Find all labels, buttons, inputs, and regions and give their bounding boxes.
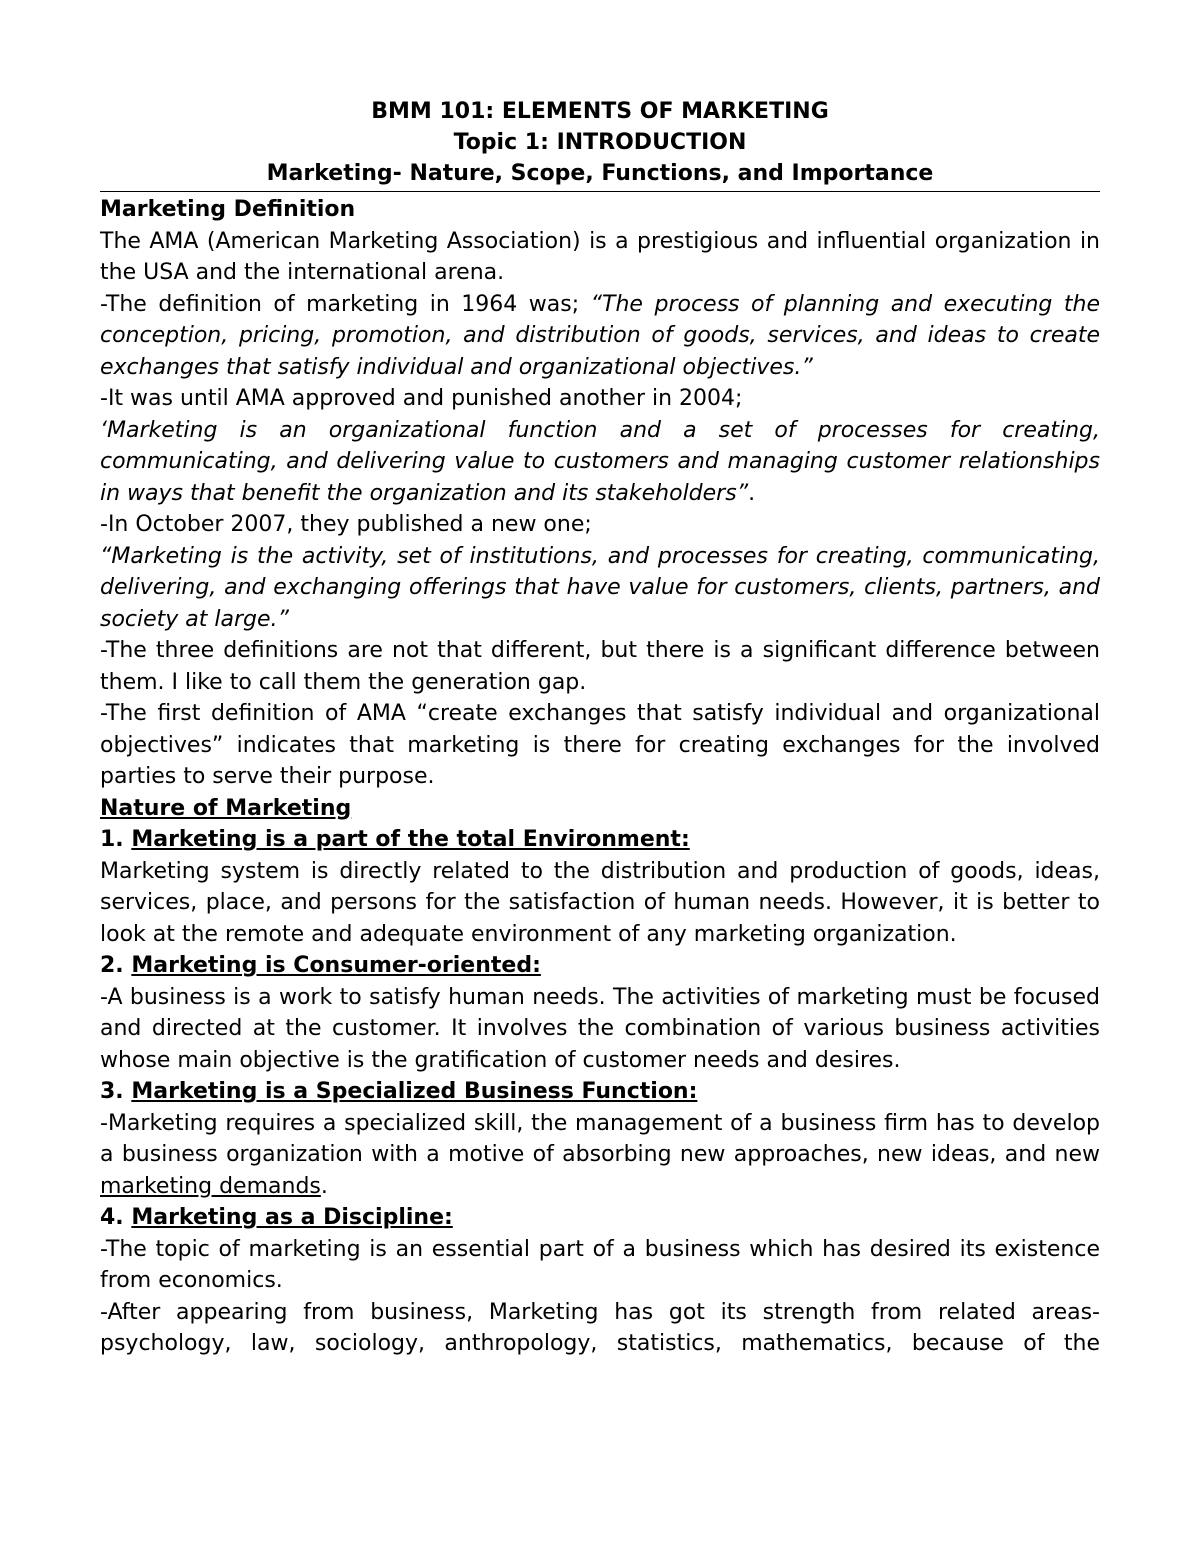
document-page (100, 96, 1100, 1360)
paragraph-1964-definition (100, 289, 1100, 384)
quote-1964-definition: “The process of planning and executing the conception, pricing, promotion, and distribution of goods, services, and ideas to create exchanges that satisfy individual and organizational objectives.” (100, 291, 1100, 380)
point-1-heading (100, 824, 1100, 856)
course-title: BMM 101: ELEMENTS OF MARKETING (371, 99, 829, 124)
point-3-number: 3. (100, 1079, 132, 1104)
point-4-heading (100, 1202, 1100, 1234)
point-2-title: Marketing is Consumer-oriented: (131, 953, 541, 978)
point-2-body: -A business is a work to satisfy human needs. The activities of marketing must be focused and directed at the customer. It involves the combination of various business activities whose main objective is the gratification of customer needs and desires. (100, 984, 1100, 1073)
point-4-body-2: -After appearing from business, Marketing has got its strength from related areas- psychology, law, sociology, anthropology, statistics, mathematics, because of the (100, 1299, 1100, 1356)
paragraph-2007-intro: -In October 2007, they published a new one; (100, 512, 592, 537)
point-3-body (100, 1108, 1100, 1203)
paragraph-generation-gap: -The three definitions are not that different, but there is a significant difference between them. I like to call them the generation gap. (100, 638, 1100, 695)
point-3-body-tail: . (320, 1173, 328, 1199)
marketing-demands-link[interactable]: marketing demands (100, 1173, 321, 1199)
point-1-title: Marketing is a part of the total Environment: (131, 827, 690, 852)
document-header (100, 96, 1100, 192)
point-3-title: Marketing is a Specialized Business Function: (131, 1079, 698, 1104)
nature-of-marketing-heading: Nature of Marketing (100, 795, 352, 821)
point-2-heading (100, 950, 1100, 982)
point-3-body-lead: -Marketing requires a specialized skill, the management of a business firm has to develop a business organization with a motive of absorbing new approaches, new ideas, and new (100, 1110, 1100, 1167)
point-1-body: Marketing system is directly related to the distribution and production of goods, ideas, services, place, and persons for the satisfaction of human needs. However, it is better to look at the remote and adequate environment of any marketing organization. (100, 858, 1100, 947)
point-4-body: -The topic of marketing is an essential part of a business which has desired its existence from economics. (100, 1236, 1100, 1293)
paragraph-2004-intro: -It was until AMA approved and punished another in 2004; (100, 386, 743, 411)
document-subtitle: Marketing- Nature, Scope, Functions, and Importance (266, 161, 934, 186)
quote-2004-definition: ‘Marketing is an organizational function and a set of processes for creating, communicating, and delivering value to customers and managing customer relationships in ways that benefit the organization and its stakeholders” (100, 417, 1100, 506)
point-4-number: 4. (100, 1205, 132, 1230)
marketing-definition-heading: Marketing Definition (100, 197, 356, 222)
point-1-number: 1. (100, 827, 132, 852)
paragraph-first-definition: -The first definition of AMA “create exchanges that satisfy individual and organizational objectives” indicates that marketing is there for creating exchanges for the involved parties to serve their purpose. (100, 701, 1100, 789)
topic-title: Topic 1: INTRODUCTION (453, 130, 747, 155)
quote-2004-tail: . (748, 480, 756, 506)
point-4-title: Marketing as a Discipline: (131, 1205, 453, 1230)
paragraph-2004-definition (100, 415, 1100, 510)
point-3-heading (100, 1076, 1100, 1108)
point-2-number: 2. (100, 953, 132, 978)
quote-2007-definition: “Marketing is the activity, set of institutions, and processes for creating, communicating, delivering, and exchanging offerings that have value for customers, clients, partners, and society at large.” (100, 543, 1100, 632)
paragraph-ama-intro: The AMA (American Marketing Association) is a prestigious and influential organization in the USA and the international arena. (100, 228, 1100, 285)
paragraph-1964-lead: -The definition of marketing in 1964 was; (100, 291, 591, 317)
